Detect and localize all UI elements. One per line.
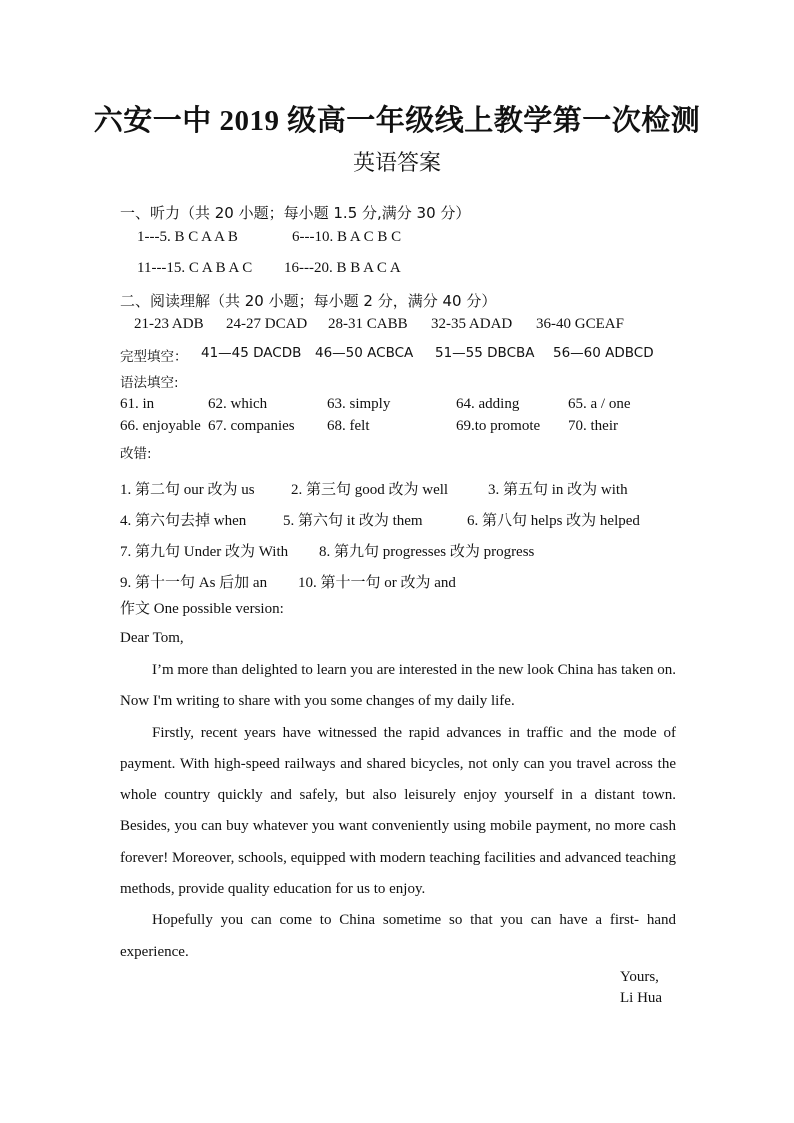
correction-item: 4. 第六句去掉 when xyxy=(120,513,247,529)
reading-answer: 24-27 DCAD xyxy=(226,316,308,332)
correction-item: 9. 第十一句 As 后加 an xyxy=(120,575,268,591)
essay-label: 作文 xyxy=(120,601,151,617)
cloze-label: 完型填空： xyxy=(120,349,188,365)
grammar-answer: 63. simply xyxy=(327,396,391,412)
essay-paragraph: Hopefully you can come to China sometime so that you can have a first- hand experience. xyxy=(120,912,676,960)
listening-answer: 1---5. B C A A B xyxy=(137,229,238,245)
page-title: 六安一中 2019 级高一年级线上教学第一次检测 xyxy=(93,105,701,137)
grammar-answer: 68. felt xyxy=(327,418,370,434)
reading-answer: 28-31 CABB xyxy=(328,316,408,332)
correction-item: 3. 第五句 in 改为 with xyxy=(488,482,628,498)
page-subtitle: 英语答案 xyxy=(352,151,441,176)
grammar-label: 语法填空: xyxy=(120,375,179,391)
listening-answer: 6---10. B A C B C xyxy=(292,229,402,245)
correction-item: 7. 第九句 Under 改为 With xyxy=(120,544,289,560)
cloze-answer: 46—50 ACBCA xyxy=(315,345,414,361)
grammar-answer: 62. which xyxy=(208,396,268,412)
grammar-answer: 69.to promote xyxy=(456,418,541,434)
listening-answer: 11---15. C A B A C xyxy=(137,260,253,276)
correction-item: 5. 第六句 it 改为 them xyxy=(283,513,423,529)
grammar-answer: 67. companies xyxy=(208,418,295,434)
grammar-answer: 70. their xyxy=(568,418,618,434)
essay-body xyxy=(120,655,676,968)
cloze-answer: 51—55 DBCBA xyxy=(435,345,535,361)
essay-greeting: Dear Tom, xyxy=(120,630,184,646)
reading-heading: 二、阅读理解（共 20 小题；每小题 2 分，满分 40 分） xyxy=(120,292,497,310)
correction-item: 6. 第八句 helps 改为 helped xyxy=(467,513,640,529)
reading-answer: 36-40 GCEAF xyxy=(536,316,624,332)
grammar-answer: 64. adding xyxy=(456,396,520,412)
correction-item: 1. 第二句 our 改为 us xyxy=(120,482,255,498)
grammar-answer: 65. a / one xyxy=(568,396,631,412)
listening-answer: 16---20. B B A C A xyxy=(284,260,401,276)
correction-item: 8. 第九句 progresses 改为 progress xyxy=(319,544,535,560)
correction-item: 10. 第十一句 or 改为 and xyxy=(298,575,456,591)
cloze-answer: 41—45 DACDB xyxy=(201,345,302,361)
correction-item: 2. 第三句 good 改为 well xyxy=(291,482,449,498)
grammar-answer: 66. enjoyable xyxy=(120,418,201,434)
essay-paragraph: I’m more than delighted to learn you are interested in the new look China has taken on. Now I'm writing to share with you some changes of my daily life. xyxy=(120,662,676,710)
listening-heading: 一、听力（共 20 小题；每小题 1.5 分,满分 30 分） xyxy=(120,204,471,222)
reading-answer: 21-23 ADB xyxy=(134,316,204,332)
essay-version: One possible version: xyxy=(153,601,284,617)
essay-paragraph: Firstly, recent years have witnessed the rapid advances in traffic and the mode of payment. With high-speed railways and shared bicycles, not only can you travel across the whole country quickly and safely, but also leisurely enjoy yourself in a distant town. Besides, you can buy whatever you want conveniently using mobile payment, no more cash forever! Moreover, schools, equipped with modern teaching facilities and advanced teaching methods, provide quality education for us to enjoy. xyxy=(120,724,676,898)
essay-closing: Yours, xyxy=(620,969,659,985)
reading-answer: 32-35 ADAD xyxy=(431,316,513,332)
essay-signature: Li Hua xyxy=(620,990,663,1006)
correction-label: 改错: xyxy=(120,446,152,462)
cloze-answer: 56—60 ADBCD xyxy=(553,345,654,361)
grammar-answer: 61. in xyxy=(120,396,155,412)
